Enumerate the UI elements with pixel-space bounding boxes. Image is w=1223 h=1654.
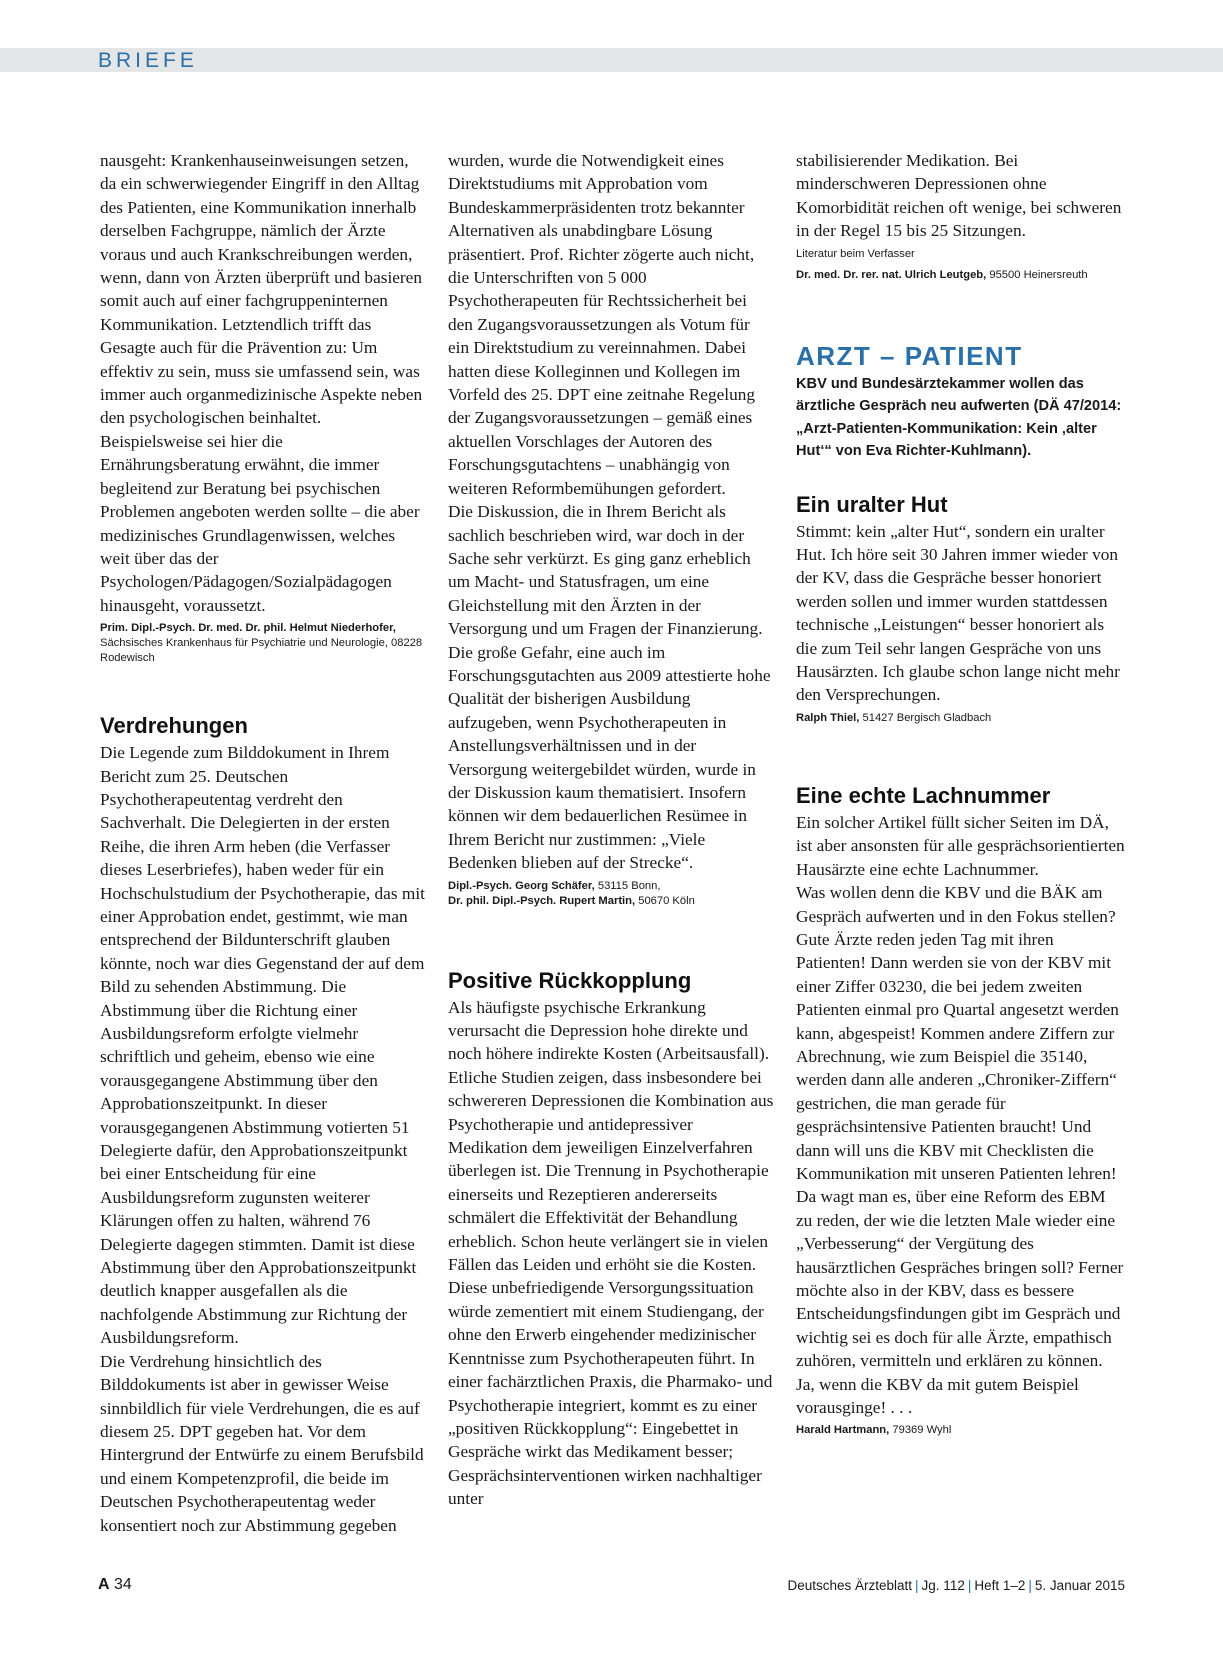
- section-label: BRIEFE: [98, 49, 198, 72]
- author-name: Prim. Dipl.-Psych. Dr. med. Dr. phil. Helmut Niederhofer,: [100, 622, 396, 635]
- letter-text: Was wollen denn die KBV und die BÄK am Gespräch aufwerten und in den Fokus stellen? Gute Ärzte reden jeden Tag mit ihren Patienten! Dann werden sie von der KBV mit einer Ziffer 03230, die bei jedem zweiten Patienten einmal pro Quartal angesetzt werden kann, abgespeist! Kommen andere Ziffern zur Abrechnung, wie zum Beispiel die 35140, werden dann alle anderen „Chroniker-Ziffern“ gestrichen, die man gerade für gesprächsintensive Patienten braucht! Und dann will uns die KBV mit Checklisten die Kommunikation mit unseren Patienten lehren!: [796, 883, 1119, 1183]
- letter-signature: [448, 879, 774, 909]
- letter-text: Die Diskussion, die in Ihrem Bericht als sachlich beschrieben wird, war doch in der Sache sehr verkürzt. Es ging ganz erheblich um Macht- und Statusfragen, um eine Gleichstellung mit den Ärzten in der Versorgung und um Fragen der Finanzierung. Die große Gefahr, eine auch im Forschungsgutachten aus 2009 attestierte hohe Qualität der bisherigen Ausbildung aufzugeben, wenn Psychotherapeuten in Anstellungsverhältnissen und in der Versorgung weitergebildet würden, wurde in der Diskussion kaum thematisiert. Insofern können wir dem bedauerlichen Resümee in Ihrem Bericht nur zustimmen: „Viele Bedenken blieben auf der Strecke“.: [448, 502, 771, 873]
- author-address: 50670 Köln: [638, 894, 695, 907]
- page-prefix: A: [98, 1576, 110, 1593]
- separator: |: [915, 1578, 919, 1593]
- letter-text: Ein solcher Artikel füllt sicher Seiten im DÄ, ist aber ansonsten für alle gesprächsorientierten Hausärzte eine echte Lachnummer.: [796, 812, 1125, 879]
- letter-text: Die Verdrehung hinsichtlich des Bilddokuments ist aber in gewisser Weise sinnbildlich für viele Verdrehungen, die es auf diesem 25. DPT gegeben hat. Vor dem Hintergrund der Entwürfe zu einem Berufsbild und einem Kompetenzprofil, die beide im Deutschen Psychotherapeutentag weder konsentiert noch zur Abstimmung gegeben: [100, 1351, 424, 1535]
- letter-signature: [796, 268, 1126, 283]
- letter-text: Als häufigste psychische Erkrankung verursacht die Depression hohe direkte und noch höhere indirekte Kosten (Arbeitsausfall). Etliche Studien zeigen, dass insbesondere bei schwereren Depressionen die Kombination aus Psychotherapie und antidepressiver Medikation dem jeweiligen Einzelverfahren überlegen ist. Die Trennung in Psychotherapie einerseits und Rezeptieren andererseits schmälert die Effektivität der Behandlung erheblich. Schon heute verlängert sie in vielen Fällen das Leiden und erhöht sie die Kosten.: [448, 997, 774, 1275]
- section-title: ARZT – PATIENT: [796, 340, 1023, 371]
- letter-text: Diese unbefriedigende Versorgungssituation würde zementiert mit einem Studiengang, der ohne den Erwerb eingehender medizinischer Kenntnisse zum Psychotherapeuten führt. In einer fachärztlichen Praxis, die Pharmako- und Psychotherapie integriert, kommt es zu einer „positiven Rückkopplung“: Eingebettet in Gespräche wirkt das Medikament besser; Gesprächsinterventionen wirken nachhaltiger unter: [448, 1278, 773, 1509]
- author-name: Dr. phil. Dipl.-Psych. Rupert Martin,: [448, 894, 636, 907]
- separator: |: [1028, 1578, 1032, 1593]
- journal-date: 5. Januar 2015: [1034, 1578, 1125, 1593]
- letter-signature: [796, 1423, 1126, 1438]
- letter-text: Stimmt: kein „alter Hut“, sondern ein uralter Hut. Ich höre seit 30 Jahren immer wieder von der KV, dass die Gespräche besser honoriert werden sollen und immer wurden stattdessen technische „Leistungen“ besser honoriert als die zum Teil sehr langen Gespräche von uns Hausärzten. Ich glaube schon lange nicht mehr den Versprechungen.: [796, 521, 1120, 705]
- journal-name: Deutsches Ärzteblatt: [787, 1578, 913, 1593]
- letter-text: nausgeht: Krankenhauseinweisungen setzen, da ein schwerwiegender Eingriff in den Alltag des Patienten, eine Kommunikation innerhalb derselben Fachgruppe, nämlich der Ärzte voraus und auch Krankschreibungen werden, wenn, dann von Ärzten überprüft und basieren somit auch auf einer fachgruppeninternen Kommunikation. Letztendlich trifft das Gesagte auch für die Prävention zu: Um effektiv zu sein, muss sie umfassend sein, was immer auch organmedizinische Aspekte neben den psychologischen beinhaltet. Beispielsweise sei hier die Ernährungsberatung erwähnt, die immer begleitend zur Beratung bei psychischen Problemen angeboten werden sollte – die aber medizinisches Grundlagenwissen, welches weit über das der Psychologen/Pädagogen/Sozialpädagogen hinausgeht, voraussetzt.: [100, 151, 423, 615]
- author-name: Ralph Thiel,: [796, 711, 860, 724]
- author-address: 51427 Bergisch Gladbach: [862, 711, 992, 724]
- letter-signature: [796, 711, 1126, 726]
- author-name: Dr. med. Dr. rer. nat. Ulrich Leutgeb,: [796, 268, 987, 281]
- letter-text: Ja, wenn die KBV da mit gutem Beispiel vorausginge! . . .: [796, 1374, 1079, 1418]
- author-address: 95500 Heinersreuth: [989, 268, 1088, 281]
- section-lead: KBV und Bundesärztekammer wollen das ärztliche Gespräch neu aufwerten (DÄ 47/2014: „Arzt-Patienten-Kommunikation: Kein ‚alter Hut‘“ von Eva Richter-Kuhlmann).: [796, 375, 1122, 460]
- author-name: Harald Hartmann,: [796, 1424, 890, 1437]
- author-address: Sächsisches Krankenhaus für Psychiatrie und Neurologie, 08228 Rodewisch: [100, 637, 423, 665]
- letter-heading: Verdrehungen: [100, 713, 248, 739]
- letter-heading: Eine echte Lachnummer: [796, 782, 1051, 808]
- letter-text: Da wagt man es, über eine Reform des EBM zu reden, der wie die letzten Male wieder eine „Verbesserung“ der Vergütung des hausärztlichen Gespräches bringen soll? Ferner möchte also in der KBV, dass es bessere Entscheidungsfindungen gibt im Gespräch und wichtig sei es doch für alle Ärzte, empathisch zuhören, vermitteln und erklären zu können.: [796, 1187, 1124, 1371]
- page-number-value: 34: [114, 1576, 132, 1593]
- column-3: [796, 149, 1126, 1438]
- author-address: 79369 Wyhl: [892, 1424, 952, 1437]
- letter-text: Die Legende zum Bilddokument in Ihrem Bericht zum 25. Deutschen Psychotherapeutentag verdreht den Sachverhalt. Die Delegierten in der ersten Reihe, die ihren Arm heben (die Verfasser dieses Leserbriefes), haben weder für ein Hochschulstudium der Psychotherapie, das mit einer Approbation endet, gestimmt, wie man entsprechend der Bildunterschrift glauben könnte, noch war dies Gegenstand der auf dem Bild zu sehenden Abstimmung. Die Abstimmung über die Richtung einer Ausbildungsreform erfolgte vielmehr schriftlich und geheim, ebenso wie eine vorausgegangene Abstimmung über den Approbationszeitpunkt. In dieser vorausgegangenen Abstimmung votierten 51 Delegierte dafür, den Approbationszeitpunkt bei einer Entscheidung für eine Ausbildungsreform zugunsten weiterer Klärungen offen zu halten, während 76 Delegierte dagegen stimmten. Damit ist diese Abstimmung über den Approbationszeitpunkt deutlich knapper ausgefallen als die nachfolgende Abstimmung zur Richtung der Ausbildungsreform.: [100, 743, 425, 1348]
- column-1: [100, 149, 426, 1537]
- journal-volume: Jg. 112: [921, 1578, 965, 1593]
- literature-note: Literatur beim Verfasser: [796, 247, 915, 260]
- journal-issue: Heft 1–2: [974, 1578, 1026, 1593]
- author-name: Dipl.-Psych. Georg Schäfer,: [448, 879, 595, 892]
- letter-text: stabilisierender Medikation. Bei minderschweren Depressionen ohne Komorbidität reichen oft wenige, bei schweren in der Regel 15 bis 25 Sitzungen.: [796, 151, 1122, 241]
- separator: |: [967, 1578, 972, 1593]
- letter-heading: Ein uralter Hut: [796, 491, 948, 517]
- journal-info: [787, 1577, 1125, 1595]
- page-number: [98, 1575, 132, 1595]
- author-address: 53115 Bonn,: [597, 879, 661, 892]
- letter-heading: Positive Rückkopplung: [448, 967, 692, 993]
- column-2: [448, 149, 774, 1511]
- letter-text: wurden, wurde die Notwendigkeit eines Direktstudiums mit Approbation vom Bundeskammerpräsidenten trotz bekannter Alternativen als unabdingbare Lösung präsentiert. Prof. Richter zögerte auch nicht, die Unterschriften von 5 000 Psychotherapeuten für Rechtssicherheit bei den Zugangsvoraussetzungen als Votum für ein Direktstudium zu vereinnahmen. Dabei hatten diese Kolleginnen und Kollegen im Vorfeld des 25. DPT eine zeitnahe Regelung der Zugangsvoraussetzungen – gemäß eines aktuellen Vorschlages der Autoren des Forschungsgutachtens – unabhängig von weiteren Reformbemühungen gefordert.: [448, 151, 755, 498]
- letter-signature: [100, 621, 426, 666]
